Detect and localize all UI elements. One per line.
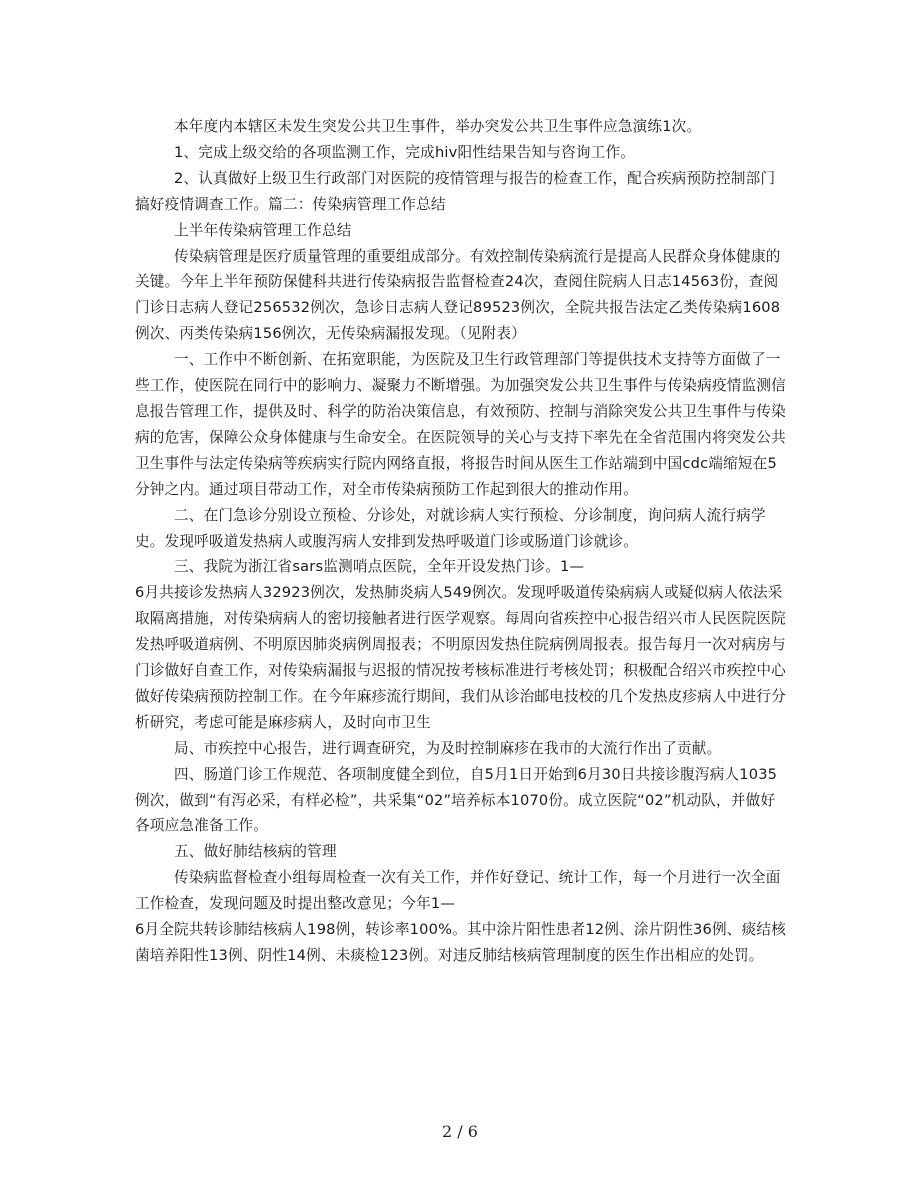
text-line: 2、认真做好上级卫生行政部门对医院的疫情管理与报告的检查工作，配合疾病预防控制 xyxy=(174,169,746,187)
text-line: 上半年传染病管理工作总结 xyxy=(174,221,352,239)
text-line: 部门搞好疫情调查工作。篇二：传染病管理工作总结 xyxy=(135,169,776,213)
paragraph-1 xyxy=(135,114,787,140)
text-line: 人民医院医院发热呼吸道病例、不明原因肺炎病例周报表；不明原因发热住院病例周报表。报 xyxy=(135,610,786,654)
text-line: 二、在门急诊分别设立预检、分诊处，对就诊病人实行预检、分诊制度，询问病人流行 xyxy=(174,506,737,524)
text-line: 做了一些工作，使医院在同行中的影响力、凝聚力不断增强。为加强突发公共卫生事件与传染 xyxy=(135,351,781,395)
text-line: 6月共接诊发热病人32923例次，发热肺炎病人549例次。发现呼吸道传染病病人或疑似病人 xyxy=(135,584,739,602)
text-line: 6月全院共转诊肺结核病人198例，转诊率100%。其中涂片阳性患者12例、涂片阴性36例、 xyxy=(135,921,742,939)
text-line: 局、市疾控中心报告，进行调查研究，为及时控制麻疹在我市的大流行作出了贡献。 xyxy=(174,739,722,757)
text-line: 生工作站端到中国cdc端缩短在5分钟之内。通过项目带动工作，对全市传染病预防工作起到 xyxy=(135,454,777,498)
text-line: 健康的关键。今年上半年预防保健科共进行传染病报告监督检查24次，查阅住院病人日志145 xyxy=(135,247,781,291)
section-heading xyxy=(135,218,787,244)
paragraph-2 xyxy=(135,140,787,166)
text-line: 告每月一次对病房与门诊做好自查工作，对传染病漏报与迟报的情况按考核标准进行考核处罚 xyxy=(135,636,786,680)
text-line: 痰结核菌培养阳性13例、阴性14例、未痰检123例。对违反肺结核病管理制度的医生作出相 xyxy=(135,921,786,964)
text-block xyxy=(135,917,787,969)
text-line: 五、做好肺结核病的管理 xyxy=(174,843,337,861)
text-line: 先在全省范围内将突发公共卫生事件与法定传染病等疾病实行院内网络直报，将报告时间从医 xyxy=(135,428,786,472)
text-line: 四、肠道门诊工作规范、各项制度健全到位，自5月1日开始到6月30日共接诊腹泻病人1 xyxy=(174,765,749,783)
text-line: ；积极配合绍兴市疾控中心做好传染病预防控制工作。在今年麻疹流行期间，我们从诊治邮电 xyxy=(135,662,786,705)
text-line: 传染病监督检查小组每周检查一次有关工作，并作好登记、统计工作，每一个月进行一 xyxy=(174,869,737,887)
document-body xyxy=(135,114,787,969)
text-line: 队，并做好各项应急准备工作。 xyxy=(135,791,776,835)
text-block xyxy=(135,580,787,735)
paragraph-11 xyxy=(135,839,787,865)
paragraph-7 xyxy=(135,503,787,555)
text-line: 技校的几个发热皮疹病人中进行分析研究，考虑可能是麻疹病人，及时向市卫生 xyxy=(135,687,786,731)
paragraph-12 xyxy=(135,865,787,969)
paragraph-3 xyxy=(135,166,787,218)
text-line: 病学史。发现呼吸道发热病人或腹泻病人安排到发热呼吸道门诊或肠道门诊就诊。 xyxy=(135,506,766,550)
text-line: 传染病管理是医疗质量管理的重要组成部分。有效控制传染病流行是提高人民群众身体 xyxy=(174,247,737,265)
page-number: 2 / 6 xyxy=(442,1122,478,1141)
text-line: 病疫情监测信息报告管理工作，提供及时、科学的防治决策信息，有效预防、控制与消除突发 xyxy=(135,377,786,420)
paragraph-10 xyxy=(135,762,787,840)
text-line: 本年度内本辖区未发生突发公共卫生事件，举办突发公共卫生事件应急演练1次。 xyxy=(174,118,702,135)
paragraph-8 xyxy=(135,554,787,735)
paragraph-5 xyxy=(135,244,787,348)
text-line: 乙类传染病1608例次、丙类传染病156例次，无传染病漏报发现。（见附表） xyxy=(135,299,781,343)
text-line: 035例次，做到“有泻必采，有样必检”，共采集“02”培养标本1070份。成立医院“02”机动 xyxy=(135,765,778,809)
text-line: 公共卫生事件与传染病的危害，保障公众身体健康与生命安全。在医院领导的关心与支持下率 xyxy=(135,402,786,446)
text-line: 应的处罚。 xyxy=(689,947,764,964)
paragraph-9 xyxy=(135,736,787,762)
text-line: 三、我院为浙江省sars监测哨点医院，全年开设发热门诊。1— xyxy=(174,558,585,576)
text-line: 很大的推动作用。 xyxy=(519,480,638,498)
text-line: 63份，查阅门诊日志病人登记256532例次，急诊日志病人登记89523例次，全院共报告法定 xyxy=(135,273,779,317)
text-line: 依法采取隔离措施，对传染病病人的密切接触者进行医学观察。每周向省疾控中心报告绍兴市 xyxy=(135,584,783,628)
text-line: 次全面工作检查，发现问题及时提出整改意见；今年1— xyxy=(135,869,781,913)
paragraph-6 xyxy=(135,347,787,502)
text-line: 一、工作中不断创新、在拓宽职能，为医院及卫生行政管理部门等提供技术支持等方面 xyxy=(174,351,737,369)
text-line: 1、完成上级交给的各项监测工作，完成hiv阳性结果告知与咨询工作。 xyxy=(174,143,636,161)
